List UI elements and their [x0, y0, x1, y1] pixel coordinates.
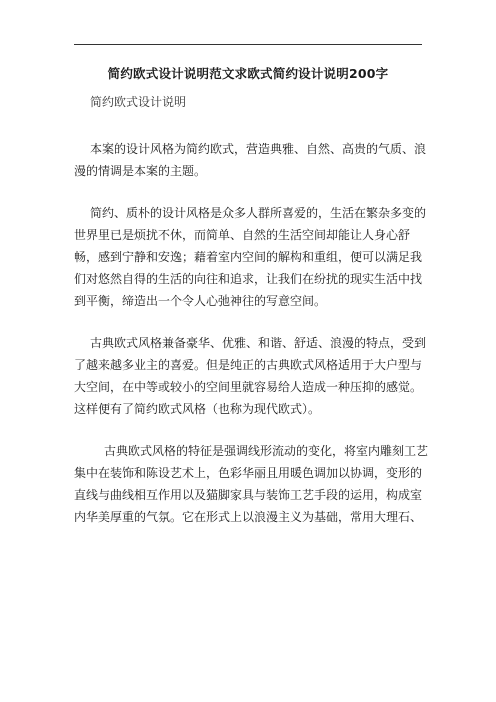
paragraph-line: 集中在装饰和陈设艺术上，色彩华丽且用暖色调加以协调，变形的	[74, 466, 423, 480]
paragraph-2	[74, 202, 427, 312]
document-body	[74, 138, 429, 548]
paragraph-line: 内华美厚重的气氛。它在形式上以浪漫主义为基础，常用大理石、	[74, 510, 423, 524]
paragraph-line: 世界里已是烦扰不休，而简单、自然的生活空间却能让人身心舒	[74, 228, 411, 242]
paragraph-line: 了越来越多业主的喜爱。但是纯正的古典欧式风格适用于大户型与	[74, 358, 423, 372]
paragraph-1	[74, 138, 427, 182]
document-subtitle: 简约欧式设计说明	[90, 95, 187, 109]
paragraph-line: 大空间，在中等或较小的空间里就容易给人造成一种压抑的感觉。	[74, 380, 423, 394]
header-rule	[74, 44, 422, 45]
paragraph-line: 到平衡，缔造出一个令人心弛神往的写意空间。	[74, 294, 327, 308]
paragraph-line: 畅，感到宁静和安逸；藉着室内空间的解构和重组，便可以满足我	[74, 250, 423, 264]
paragraph-line: 漫的情调是本案的主题。	[74, 164, 207, 178]
paragraph-line: 直线与曲线相互作用以及猫脚家具与装饰工艺手段的运用，构成室	[74, 488, 423, 502]
document-title: 简约欧式设计说明范文求欧式简约设计说明200字	[107, 66, 389, 81]
paragraph-line: 古典欧式风格兼备豪华、优雅、和谐、舒适、浪漫的特点，受到	[90, 336, 427, 350]
paragraph-4	[74, 440, 429, 528]
paragraph-line: 简约、质朴的设计风格是众多人群所喜爱的，生活在繁杂多变的	[90, 206, 427, 220]
paragraph-line: 本案的设计风格为简约欧式，营造典雅、自然、高贵的气质、浪	[90, 142, 427, 156]
paragraph-3	[74, 332, 427, 420]
paragraph-line: 们对悠然自得的生活的向往和追求，让我们在纷扰的现实生活中找	[74, 272, 423, 286]
paragraph-line: 这样便有了简约欧式风格（也称为现代欧式）。	[74, 402, 321, 416]
paragraph-line: 古典欧式风格的特征是强调线形流动的变化，将室内雕刻工艺	[104, 444, 429, 458]
